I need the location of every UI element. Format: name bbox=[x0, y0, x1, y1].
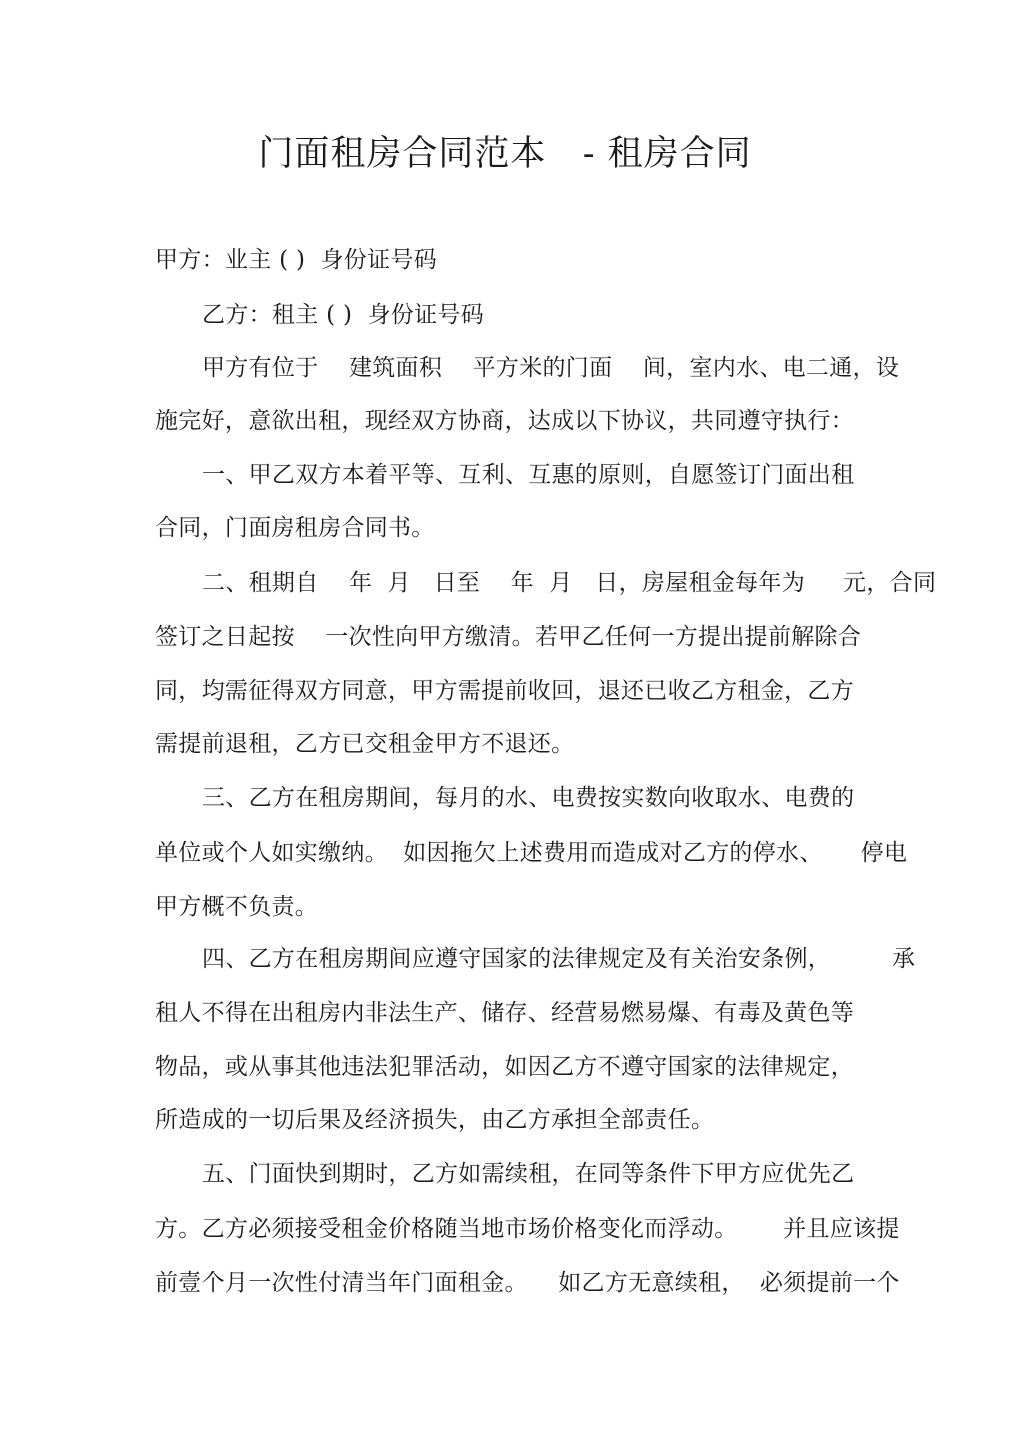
clause-3-line: 三、乙方在租房期间，每月的水、电费按实数向收取水、电费的 bbox=[202, 785, 855, 811]
clause-1-line: 一、甲乙双方本着平等、互利、互惠的原则，自愿签订门面出租 bbox=[202, 462, 855, 488]
clause-4-line: 四、乙方在租房期间应遵守国家的法律规定及有关治安条例， 承 bbox=[202, 946, 916, 972]
clause-4-line: 租人不得在出租房内非法生产、储存、经营易燃易爆、有毒及黄色等 bbox=[155, 1000, 854, 1026]
clause-2-line: 需提前退租，乙方已交租金甲方不退还。 bbox=[155, 731, 575, 757]
document-title: 门面租房合同范本 - 租房合同 bbox=[258, 134, 752, 174]
paragraph-line: 甲方有位于 建筑面积 平方米的门面 间，室内水、电二通，设 bbox=[202, 355, 900, 381]
clause-4-line: 物品，或从事其他违法犯罪活动，如因乙方不遵守国家的法律规定， bbox=[155, 1054, 854, 1080]
clause-2-line: 二、租期自 年 月 日至 年 月 日，房屋租金每年为 元，合同 bbox=[202, 570, 937, 596]
clause-2-line: 同，均需征得双方同意，甲方需提前收回，退还已收乙方租金，乙方 bbox=[155, 678, 854, 704]
clause-5-line: 前壹个月一次性付清当年门面租金。 如乙方无意续租， 必须提前一个 bbox=[155, 1270, 900, 1296]
clause-3-line: 单位或个人如实缴纳。 如因拖欠上述费用而造成对乙方的停水、 停电 bbox=[155, 840, 908, 866]
clause-3-line: 甲方概不负责。 bbox=[155, 894, 319, 920]
clause-5-line: 方。乙方必须接受租金价格随当地市场价格变化而浮动。 并且应该提 bbox=[155, 1216, 900, 1242]
clause-5-line: 五、门面快到期时，乙方如需续租，在同等条件下甲方应优先乙 bbox=[202, 1161, 855, 1187]
party-b-line: 乙方：租主 ( ) 身份证号码 bbox=[202, 302, 484, 328]
party-a-line: 甲方：业主 ( ) 身份证号码 bbox=[155, 247, 437, 273]
clause-1-line: 合同，门面房租房合同书。 bbox=[155, 515, 435, 541]
paragraph-line: 施完好，意欲出租，现经双方协商，达成以下协议，共同遵守执行： bbox=[155, 408, 854, 434]
clause-4-line: 所造成的一切后果及经济损失，由乙方承担全部责任。 bbox=[155, 1107, 715, 1133]
clause-2-line: 签订之日起按 一次性向甲方缴清。若甲乙任何一方提出提前解除合 bbox=[155, 624, 862, 650]
